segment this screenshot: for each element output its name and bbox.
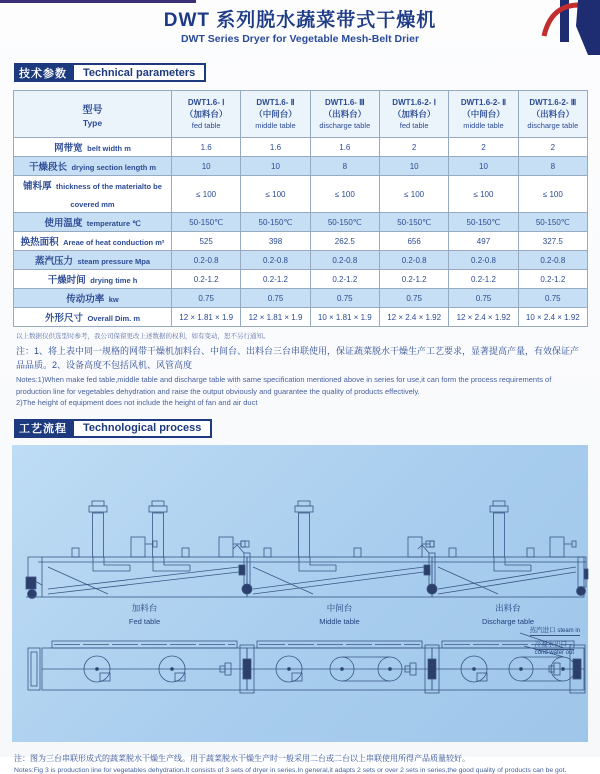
technical-parameters-table <box>13 90 588 327</box>
table-cell: 12 × 1.81 × 1.9 <box>241 308 310 327</box>
row-label: 网带宽 belt width m <box>14 138 172 157</box>
table-cell: 50-150℃ <box>241 213 310 232</box>
unit-label-middle-table: 中间台 Middle table <box>319 602 360 626</box>
table-cell: 0.2-0.8 <box>449 251 518 270</box>
row-label: 外形尺寸 Overall Dim. m <box>14 308 172 327</box>
table-cell: 525 <box>172 232 241 251</box>
steam-in-callout: 蒸汽进口 steam in <box>529 626 580 634</box>
table-cell: 0.2-1.2 <box>379 270 448 289</box>
table-header-row <box>14 91 588 138</box>
table-cell: 8 <box>310 157 379 176</box>
table-cell: 0.75 <box>172 289 241 308</box>
table-cell: 10 <box>241 157 310 176</box>
notes-chinese: 注：1、将上表中同一规格的网带干燥机加料台、中间台、出料台三台串联使用，保证蔬菜脱水干燥生产工艺要求，显著提高产量，有效保证产品品质。2、设备高度不包括风机、风管高度 <box>16 346 580 370</box>
table-cell: 8 <box>518 157 587 176</box>
column-header: DWT1.6- Ⅲ （出料台） discharge table <box>310 91 379 138</box>
table-cell: 10 <box>449 157 518 176</box>
table-cell: 2 <box>379 138 448 157</box>
table-cell: ≤ 100 <box>518 176 587 213</box>
page-title: DWT 系列脱水蔬菜带式干燥机 <box>163 10 437 31</box>
column-header: DWT1.6-2- Ⅱ （中间台） middle table <box>449 91 518 138</box>
process-diagram-panel <box>12 445 588 742</box>
unit-label-discharge-table: 出料台 Discharge table <box>481 602 535 626</box>
table-cell: 0.75 <box>241 289 310 308</box>
table-cell: 0.2-0.8 <box>379 251 448 270</box>
table-cell: 0.75 <box>449 289 518 308</box>
table-cell: 50-150℃ <box>379 213 448 232</box>
table-cell: 497 <box>449 232 518 251</box>
table-row <box>14 270 588 289</box>
page-subtitle: DWT Series Dryer for Vegetable Mesh-Belt Drier <box>180 33 420 45</box>
notes-english-2: 2)The height of equipment does not include the height of fan and air duct <box>16 398 258 408</box>
table-cell: ≤ 100 <box>379 176 448 213</box>
type-header-cell: 型号 Type <box>14 91 172 138</box>
table-cell: 0.2-1.2 <box>310 270 379 289</box>
table-cell: 2 <box>449 138 518 157</box>
table-cell: 327.5 <box>518 232 587 251</box>
table-cell: 262.5 <box>310 232 379 251</box>
unit-label-fed-table: 加料台 Fed table <box>128 602 161 626</box>
table-cell: 0.2-0.8 <box>518 251 587 270</box>
row-label: 使用温度 temperature ℃ <box>14 213 172 232</box>
table-row <box>14 138 588 157</box>
table-row <box>14 157 588 176</box>
table-cell: ≤ 100 <box>241 176 310 213</box>
table-cell: 0.75 <box>310 289 379 308</box>
column-header: DWT1.6-2- Ⅰ （加料台） fed table <box>379 91 448 138</box>
table-cell: 50-150℃ <box>172 213 241 232</box>
cond-water-out-callout: 冷凝水出口 cond water out <box>534 640 574 656</box>
table-cell: 0.75 <box>379 289 448 308</box>
table-cell: 10 × 1.81 × 1.9 <box>310 308 379 327</box>
table-row <box>14 251 588 270</box>
table-row <box>14 232 588 251</box>
table-row <box>14 176 588 213</box>
top-accent-bar <box>0 0 196 3</box>
table-cell: ≤ 100 <box>172 176 241 213</box>
row-label: 干燥段长 drying section length m <box>14 157 172 176</box>
column-header: DWT1.6-2- Ⅲ （出料台） discharge table <box>518 91 587 138</box>
table-cell: 2 <box>518 138 587 157</box>
row-label: 蒸汽压力 steam pressure Mpa <box>14 251 172 270</box>
dryer-line-drawing <box>12 445 588 742</box>
section-technological-process <box>14 419 600 438</box>
table-cell: 0.75 <box>518 289 587 308</box>
table-cell: 0.2-1.2 <box>449 270 518 289</box>
table-cell: 10 × 2.4 × 1.92 <box>518 308 587 327</box>
column-header: DWT1.6- Ⅰ （加料台） fed table <box>172 91 241 138</box>
notes-english-1: Notes:1)When make fed table,middle table and discharge table with same specification mentioned above in series for use,it can form the process requirements of production line for vegetables dehydration and raise the output obviously and guarantee the quality of products effectively. <box>16 375 552 396</box>
page-header <box>0 0 600 45</box>
table-cell: 0.2-1.2 <box>518 270 587 289</box>
row-label: 干燥时间 drying time h <box>14 270 172 289</box>
table-cell: 1.6 <box>241 138 310 157</box>
table-disclaimer: 以上数据仅供选型时参考，我公司保留更改上述数据的权利，如有变动，恕不另行通知。 <box>16 333 270 340</box>
table-cell: 0.2-0.8 <box>241 251 310 270</box>
section-label-en: Technological process <box>72 419 212 438</box>
table-cell: 50-150℃ <box>310 213 379 232</box>
table-cell: 50-150℃ <box>449 213 518 232</box>
table-cell: 656 <box>379 232 448 251</box>
table-cell: 12 × 2.4 × 1.92 <box>379 308 448 327</box>
table-cell: 10 <box>379 157 448 176</box>
table-cell: 12 × 2.4 × 1.92 <box>449 308 518 327</box>
table-cell: 12 × 1.81 × 1.9 <box>172 308 241 327</box>
table-cell: 0.2-1.2 <box>172 270 241 289</box>
table-cell: 10 <box>172 157 241 176</box>
row-label: 换热面积 Areae of heat conduction m² <box>14 232 172 251</box>
company-logo-icon <box>542 0 600 58</box>
table-cell: ≤ 100 <box>310 176 379 213</box>
table-row <box>14 308 588 327</box>
section-label-en: Technical parameters <box>72 63 206 82</box>
table-cell: 0.2-1.2 <box>241 270 310 289</box>
table-row <box>14 213 588 232</box>
table-cell: 0.2-0.8 <box>310 251 379 270</box>
section-technical-parameters <box>14 63 600 82</box>
table-cell: 50-150℃ <box>518 213 587 232</box>
row-label: 铺料厚 thickness of the materialto be covered mm <box>14 176 172 213</box>
table-cell: 1.6 <box>172 138 241 157</box>
table-cell: 398 <box>241 232 310 251</box>
row-label: 传动功率 kw <box>14 289 172 308</box>
footer-note-chinese: 注：图为三台串联形成式的蔬菜脱水干燥生产线。用于蔬菜脱水干燥生产时一般采用二台或二台以上串联使用所得产品质量较好。 <box>14 753 470 763</box>
table-cell: ≤ 100 <box>449 176 518 213</box>
table-row <box>14 289 588 308</box>
column-header: DWT1.6- Ⅱ （中间台） middle table <box>241 91 310 138</box>
table-cell: 1.6 <box>310 138 379 157</box>
table-cell: 0.2-0.8 <box>172 251 241 270</box>
table-body <box>14 138 588 327</box>
footer-note-english: Notes:Fig 3 is production line for vegetables dehydration.It consists of 3 sets of dryer in series.In general,it adapts 2 sets or over 2 sets in series,the good quality of products can be got. <box>14 766 567 774</box>
section-label-cn: 工艺流程 <box>14 419 72 438</box>
section-label-cn: 技术参数 <box>14 63 72 82</box>
